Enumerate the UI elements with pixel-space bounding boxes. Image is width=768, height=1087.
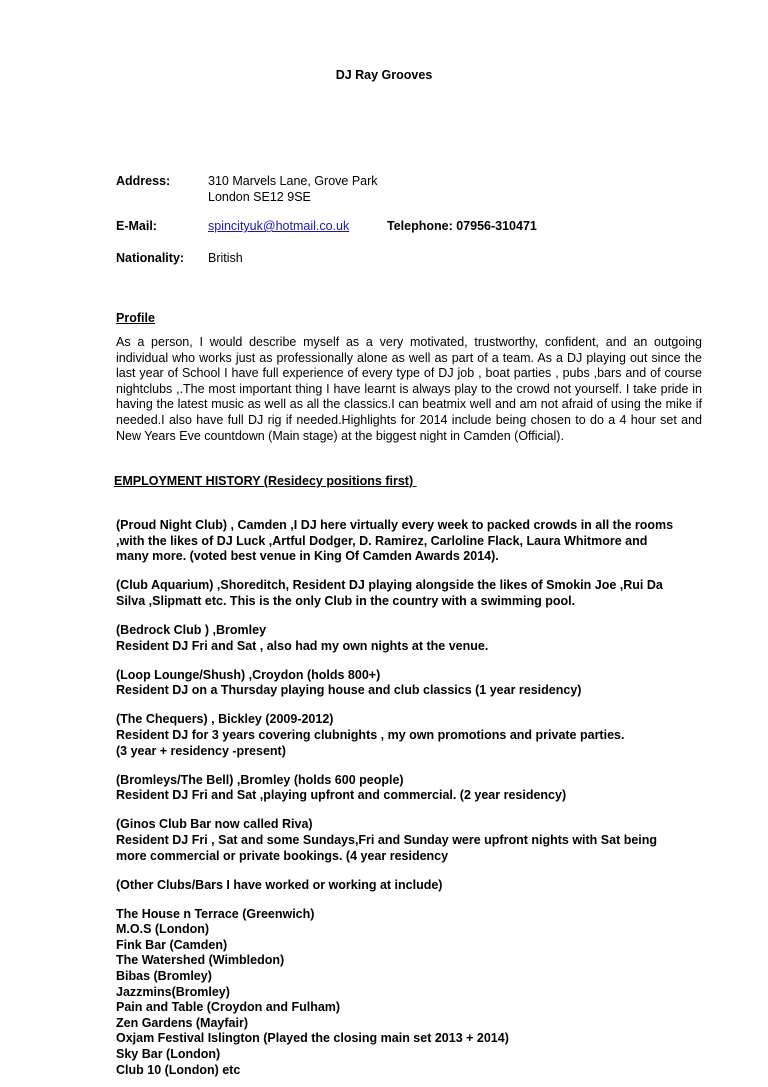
entry-line: more commercial or private bookings. (4 year residency	[116, 848, 449, 863]
entry-line: Resident DJ for 3 years covering clubnights , my own promotions and private parties.	[116, 727, 625, 742]
entry-line: (The Chequers) , Bickley (2009-2012)	[116, 712, 334, 727]
employment-entry	[116, 712, 716, 759]
venue-list	[116, 907, 716, 1079]
venue-item: Fink Bar (Camden)	[116, 937, 228, 952]
venue-item: The Watershed (Wimbledon)	[116, 953, 285, 968]
email-label: E-Mail:	[116, 219, 157, 233]
entry-line: Resident DJ Fri and Sat , also had my own nights at the venue.	[116, 638, 489, 653]
email-field-wrap	[208, 218, 349, 234]
profile-heading: Profile	[116, 311, 155, 325]
entry-line: Resident DJ Fri and Sat ,playing upfront and commercial. (2 year residency)	[116, 788, 567, 803]
entry-line: Silva ,Slipmatt etc. This is the only Club in the country with a swimming pool.	[116, 593, 576, 608]
nationality-label: Nationality:	[116, 251, 185, 265]
employment-heading-text: EMPLOYMENT HISTORY (Residecy positions first)	[114, 474, 414, 488]
entry-line: (3 year + residency -present)	[116, 743, 286, 758]
entry-line: (Loop Lounge/Shush) ,Croydon (holds 800+)	[116, 667, 381, 682]
venue-item: Zen Gardens (Mayfair)	[116, 1015, 248, 1030]
entry-line: many more. (voted best venue in King Of Camden Awards 2014).	[116, 549, 499, 564]
address-line-1: 310 Marvels Lane, Grove Park	[208, 174, 378, 188]
venue-item: Jazzmins(Bromley)	[116, 984, 230, 999]
entry-line: Resident DJ on a Thursday playing house and club classics (1 year residency)	[116, 683, 582, 698]
document-title: DJ Ray Grooves	[335, 68, 433, 82]
telephone: Telephone: 07956-310471	[387, 219, 537, 233]
employment-entry	[116, 623, 716, 654]
entry-line: Resident DJ Fri , Sat and some Sundays,Fri and Sunday were upfront nights with Sat being	[116, 832, 658, 847]
entry-line: (Ginos Club Bar now called Riva)	[116, 817, 313, 832]
employment-entry	[116, 668, 716, 699]
entry-line: ,with the likes of DJ Luck ,Artful Dodger, D. Ramirez, Carloline Flack, Laura Whitmore and	[116, 533, 648, 548]
entry-line: (Other Clubs/Bars I have worked or working at include)	[116, 877, 443, 892]
nationality-value: British	[208, 251, 243, 265]
entry-line: (Bromleys/The Bell) ,Bromley (holds 600 people)	[116, 772, 404, 787]
employment-entry	[116, 578, 716, 609]
venue-item: M.O.S (London)	[116, 922, 210, 937]
entry-line: (Club Aquarium) ,Shoreditch, Resident DJ playing alongside the likes of Smokin Joe ,Rui Da	[116, 578, 663, 593]
employment-entry	[116, 773, 716, 804]
venue-item: Club 10 (London) etc	[116, 1062, 241, 1077]
venue-item: Pain and Table (Croydon and Fulham)	[116, 1000, 341, 1015]
employment-entry	[116, 817, 716, 864]
venue-item: Bibas (Bromley)	[116, 969, 212, 984]
employment-entry	[116, 518, 716, 565]
entry-line: (Proud Night Club) , Camden ,I DJ here virtually every week to packed crowds in all the rooms	[116, 518, 674, 532]
address-label: Address:	[116, 174, 171, 188]
entry-line: (Bedrock Club ) ,Bromley	[116, 622, 267, 637]
profile-text: As a person, I would describe myself as a very motivated, trustworthy, confident, and an outgoing individual who works just as professionally alone as well as part of a team. As a DJ playing out since the last year of School I have full experience of every type of DJ job , boat parties , pubs ,bars and of course nightclubs ,.The most important thing I have learnt is always play to the crowd not yourself. I take pride in having the latest music as well as all the classics.I can beatmix well and am not afraid of using the mike if needed.I also have full DJ rig if needed.Highlights for 2014 include being chosen to do a 4 hour set and New Years Eve countdown (Main stage) at the biggest night in Camden (Official).	[116, 335, 702, 443]
address-line-2: London SE12 9SE	[208, 190, 311, 204]
email-link[interactable]: spincityuk@hotmail.co.uk	[208, 219, 350, 233]
venue-item: Sky Bar (London)	[116, 1047, 221, 1062]
employment-list	[116, 518, 716, 1078]
venue-item: Oxjam Festival Islington (Played the closing main set 2013 + 2014)	[116, 1031, 509, 1046]
employment-entry	[116, 878, 716, 894]
employment-heading	[114, 474, 417, 488]
venue-item: The House n Terrace (Greenwich)	[116, 906, 315, 921]
